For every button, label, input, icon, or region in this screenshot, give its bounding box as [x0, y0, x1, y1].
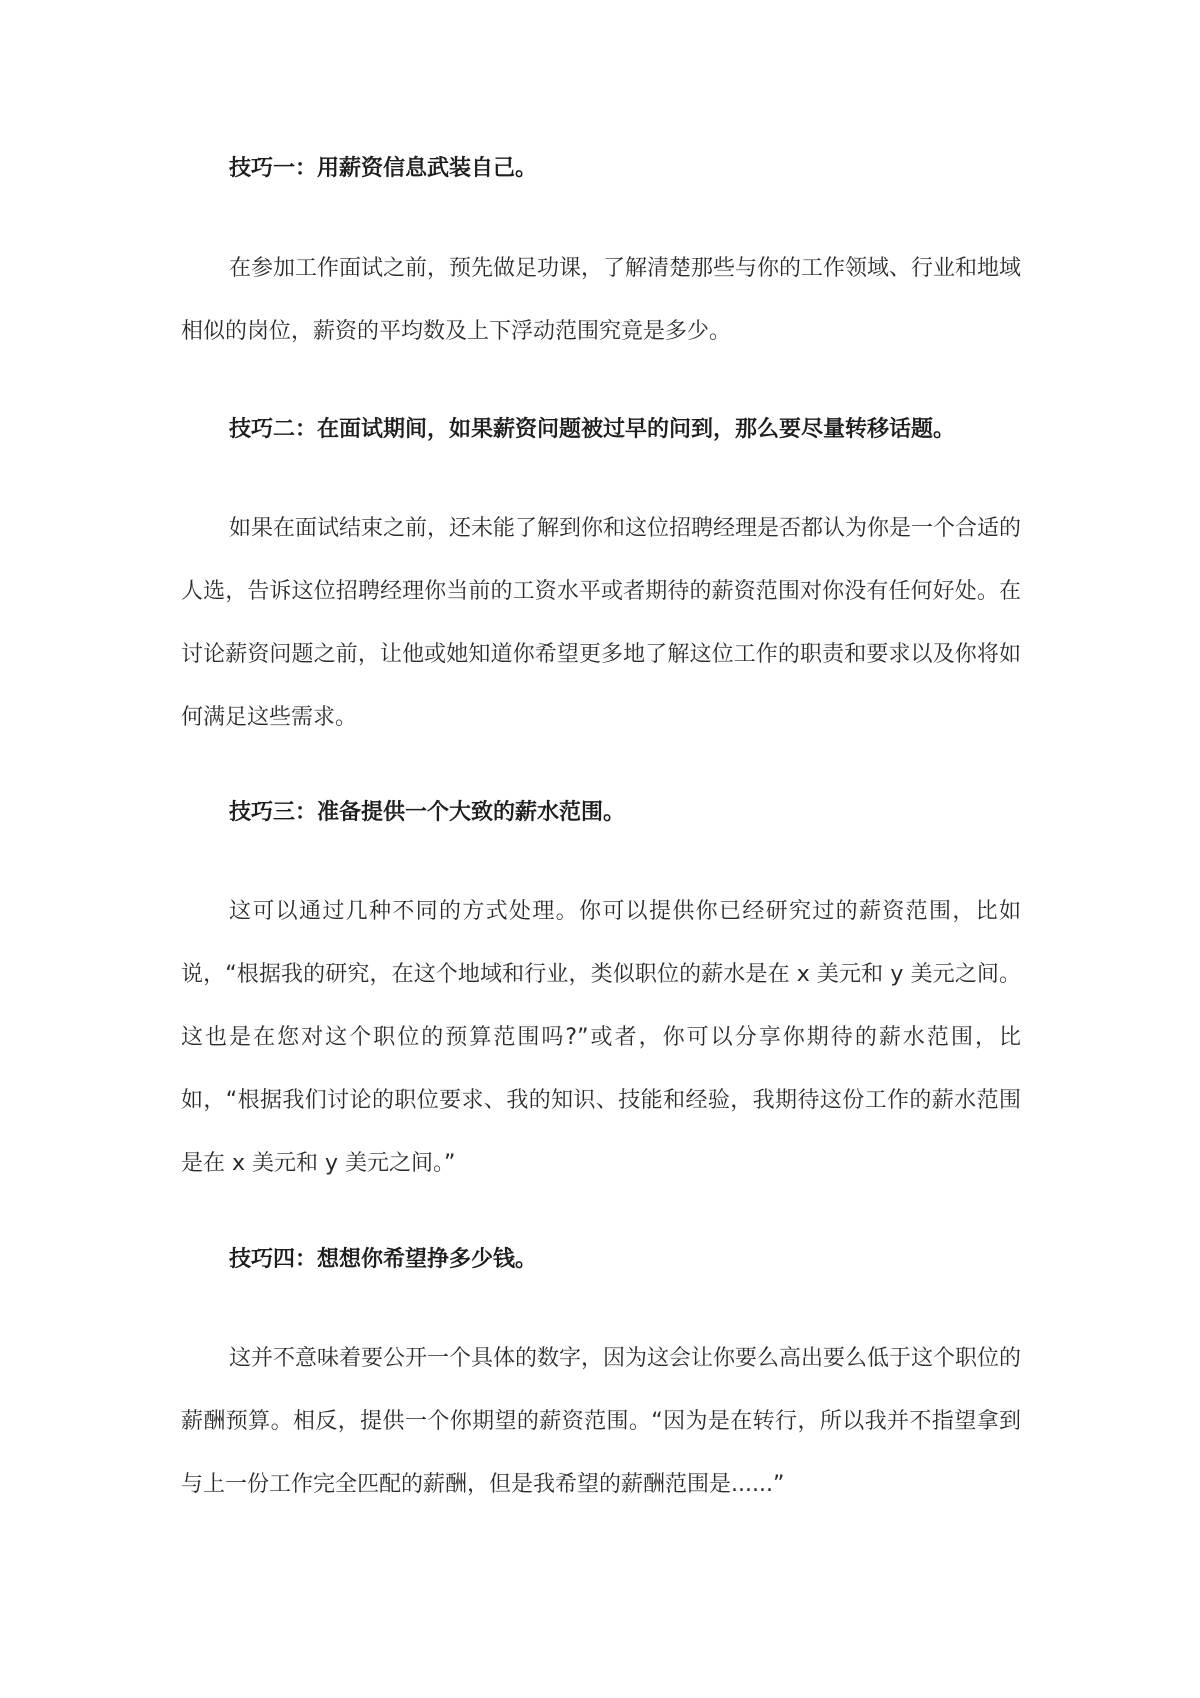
section-heading-2: 技巧二：在面试期间，如果薪资问题被过早的问到，那么要尽量转移话题。: [229, 417, 956, 442]
document-body: [181, 154, 1021, 1516]
section-paragraph-4: 这并不意味着要公开一个具体的数字，因为这会让你要么高出要么低于这个职位的薪酬预算。相反，提供一个你期望的薪资范围。“因为是在转行，所以我并不指望拿到与上一份工作完全匹配的薪酬，但是我希望的薪酬范围是......”: [181, 1346, 1022, 1497]
section-paragraph-3: 这可以通过几种不同的方式处理。你可以提供你已经研究过的薪资范围，比如说，“根据我的研究，在这个地域和行业，类似职位的薪水是在 x 美元和 y 美元之间。这也是在您对这个职位的预算范围吗?”或者，你可以分享你期待的薪水范围，比如，“根据我们讨论的职位要求、我的知识、技能和经验，我期待这份工作的薪水范围是在 x 美元和 y 美元之间。”: [181, 899, 1021, 1176]
section-heading-1: 技巧一：用薪资信息武装自己。: [229, 156, 538, 181]
section-heading-3: 技巧三：准备提供一个大致的薪水范围。: [229, 800, 626, 825]
section-paragraph-2: 如果在面试结束之前，还未能了解到你和这位招聘经理是否都认为你是一个合适的人选，告诉这位招聘经理你当前的工资水平或者期待的薪资范围对你没有任何好处。在讨论薪资问题之前，让他或她知道你希望更多地了解这位工作的职责和要求以及你将如何满足这些需求。: [181, 516, 1022, 730]
section-paragraph-1: 在参加工作面试之前，预先做足功课，了解清楚那些与你的工作领域、行业和地域相似的岗位，薪资的平均数及上下浮动范围究竟是多少。: [181, 256, 1022, 344]
section-heading-4: 技巧四：想想你希望挣多少钱。: [229, 1247, 538, 1272]
